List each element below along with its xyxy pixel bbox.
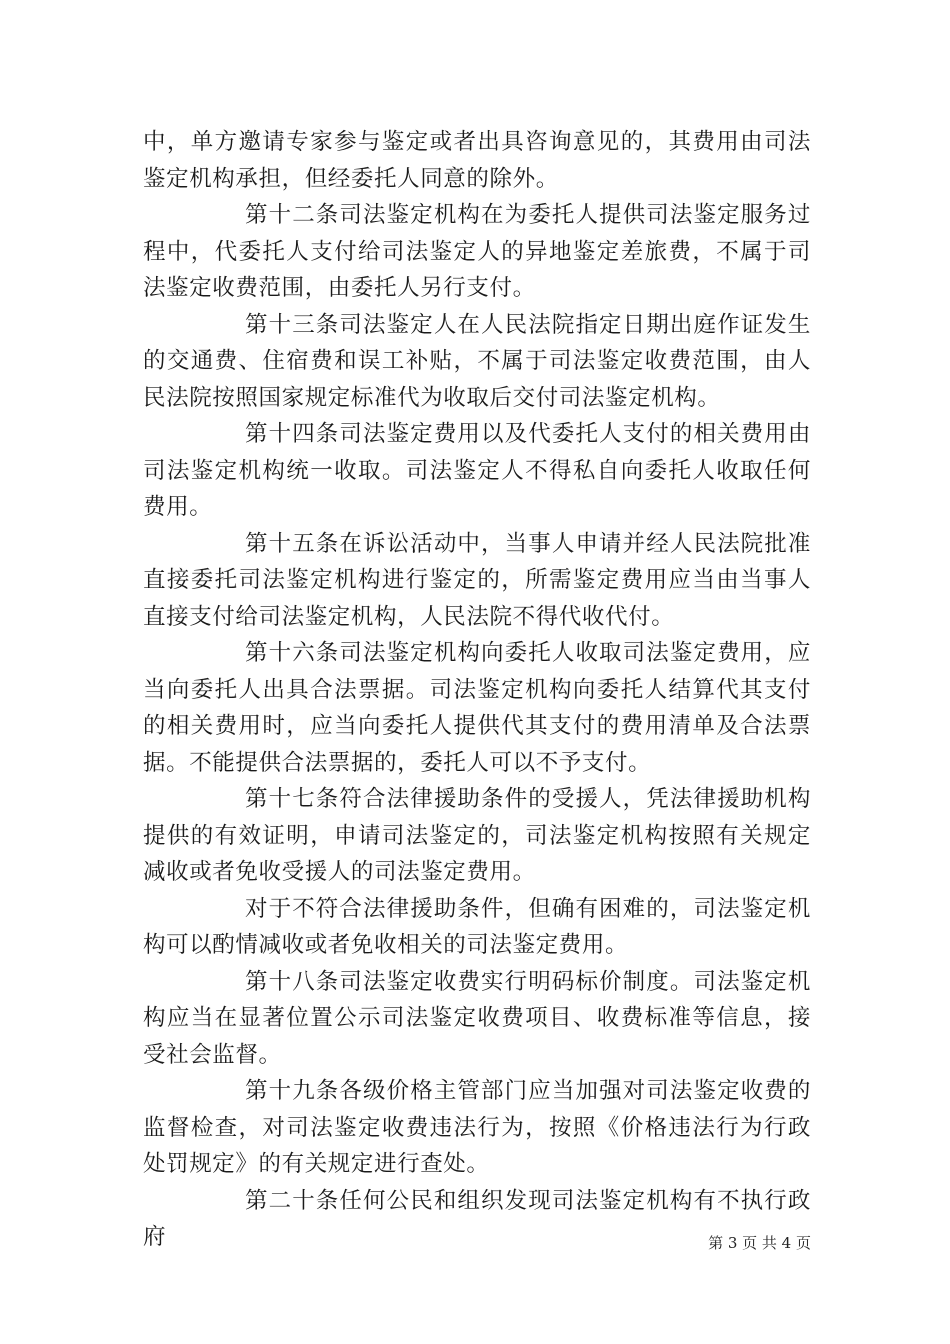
paragraph: 第十五条在诉讼活动中，当事人申请并经人民法院批准直接委托司法鉴定机构进行鉴定的，所需鉴定费用应当由当事人直接支付给司法鉴定机构，人民法院不得代收代付。 [143, 530, 811, 630]
paragraph: 对于不符合法律援助条件，但确有困难的，司法鉴定机构可以酌情减收或者免收相关的司法鉴定费用。 [143, 895, 811, 958]
paragraph: 第十二条司法鉴定机构在为委托人提供司法鉴定服务过程中，代委托人支付给司法鉴定人的异地鉴定差旅费，不属于司法鉴定收费范围，由委托人另行支付。 [143, 202, 811, 301]
paragraph: 第十七条符合法律援助条件的受援人，凭法律援助机构提供的有效证明，申请司法鉴定的，司法鉴定机构按照有关规定减收或者免收受援人的司法鉴定费用。 [143, 786, 811, 885]
paragraph: 第二十条任何公民和组织发现司法鉴定机构有不执行政府 [143, 1187, 811, 1250]
paragraph: 第十八条司法鉴定收费实行明码标价制度。司法鉴定机构应当在显著位置公示司法鉴定收费项目、收费标准等信息，接受社会监督。 [143, 968, 811, 1068]
paragraph: 第十四条司法鉴定费用以及代委托人支付的相关费用由司法鉴定机构统一收取。司法鉴定人不得私自向委托人收取任何费用。 [143, 421, 811, 520]
paragraph: 第十三条司法鉴定人在人民法院指定日期出庭作证发生的交通费、住宿费和误工补贴，不属于司法鉴定收费范围，由人民法院按照国家规定标准代为收取后交付司法鉴定机构。 [143, 311, 811, 411]
page-number: 第 3 页 共 4 页 [708, 1234, 811, 1252]
paragraph: 第十九条各级价格主管部门应当加强对司法鉴定收费的监督检查，对司法鉴定收费违法行为，按照《价格违法行为行政处罚规定》的有关规定进行查处。 [143, 1078, 811, 1177]
paragraph: 第十六条司法鉴定机构向委托人收取司法鉴定费用，应当向委托人出具合法票据。司法鉴定机构向委托人结算代其支付的相关费用时，应当向委托人提供代其支付的费用清单及合法票据。不能提供合法票据的，委托人可以不予支付。 [143, 640, 811, 776]
paragraph: 中，单方邀请专家参与鉴定或者出具咨询意见的，其费用由司法鉴定机构承担，但经委托人同意的除外。 [143, 129, 811, 192]
document-body [143, 124, 811, 1256]
